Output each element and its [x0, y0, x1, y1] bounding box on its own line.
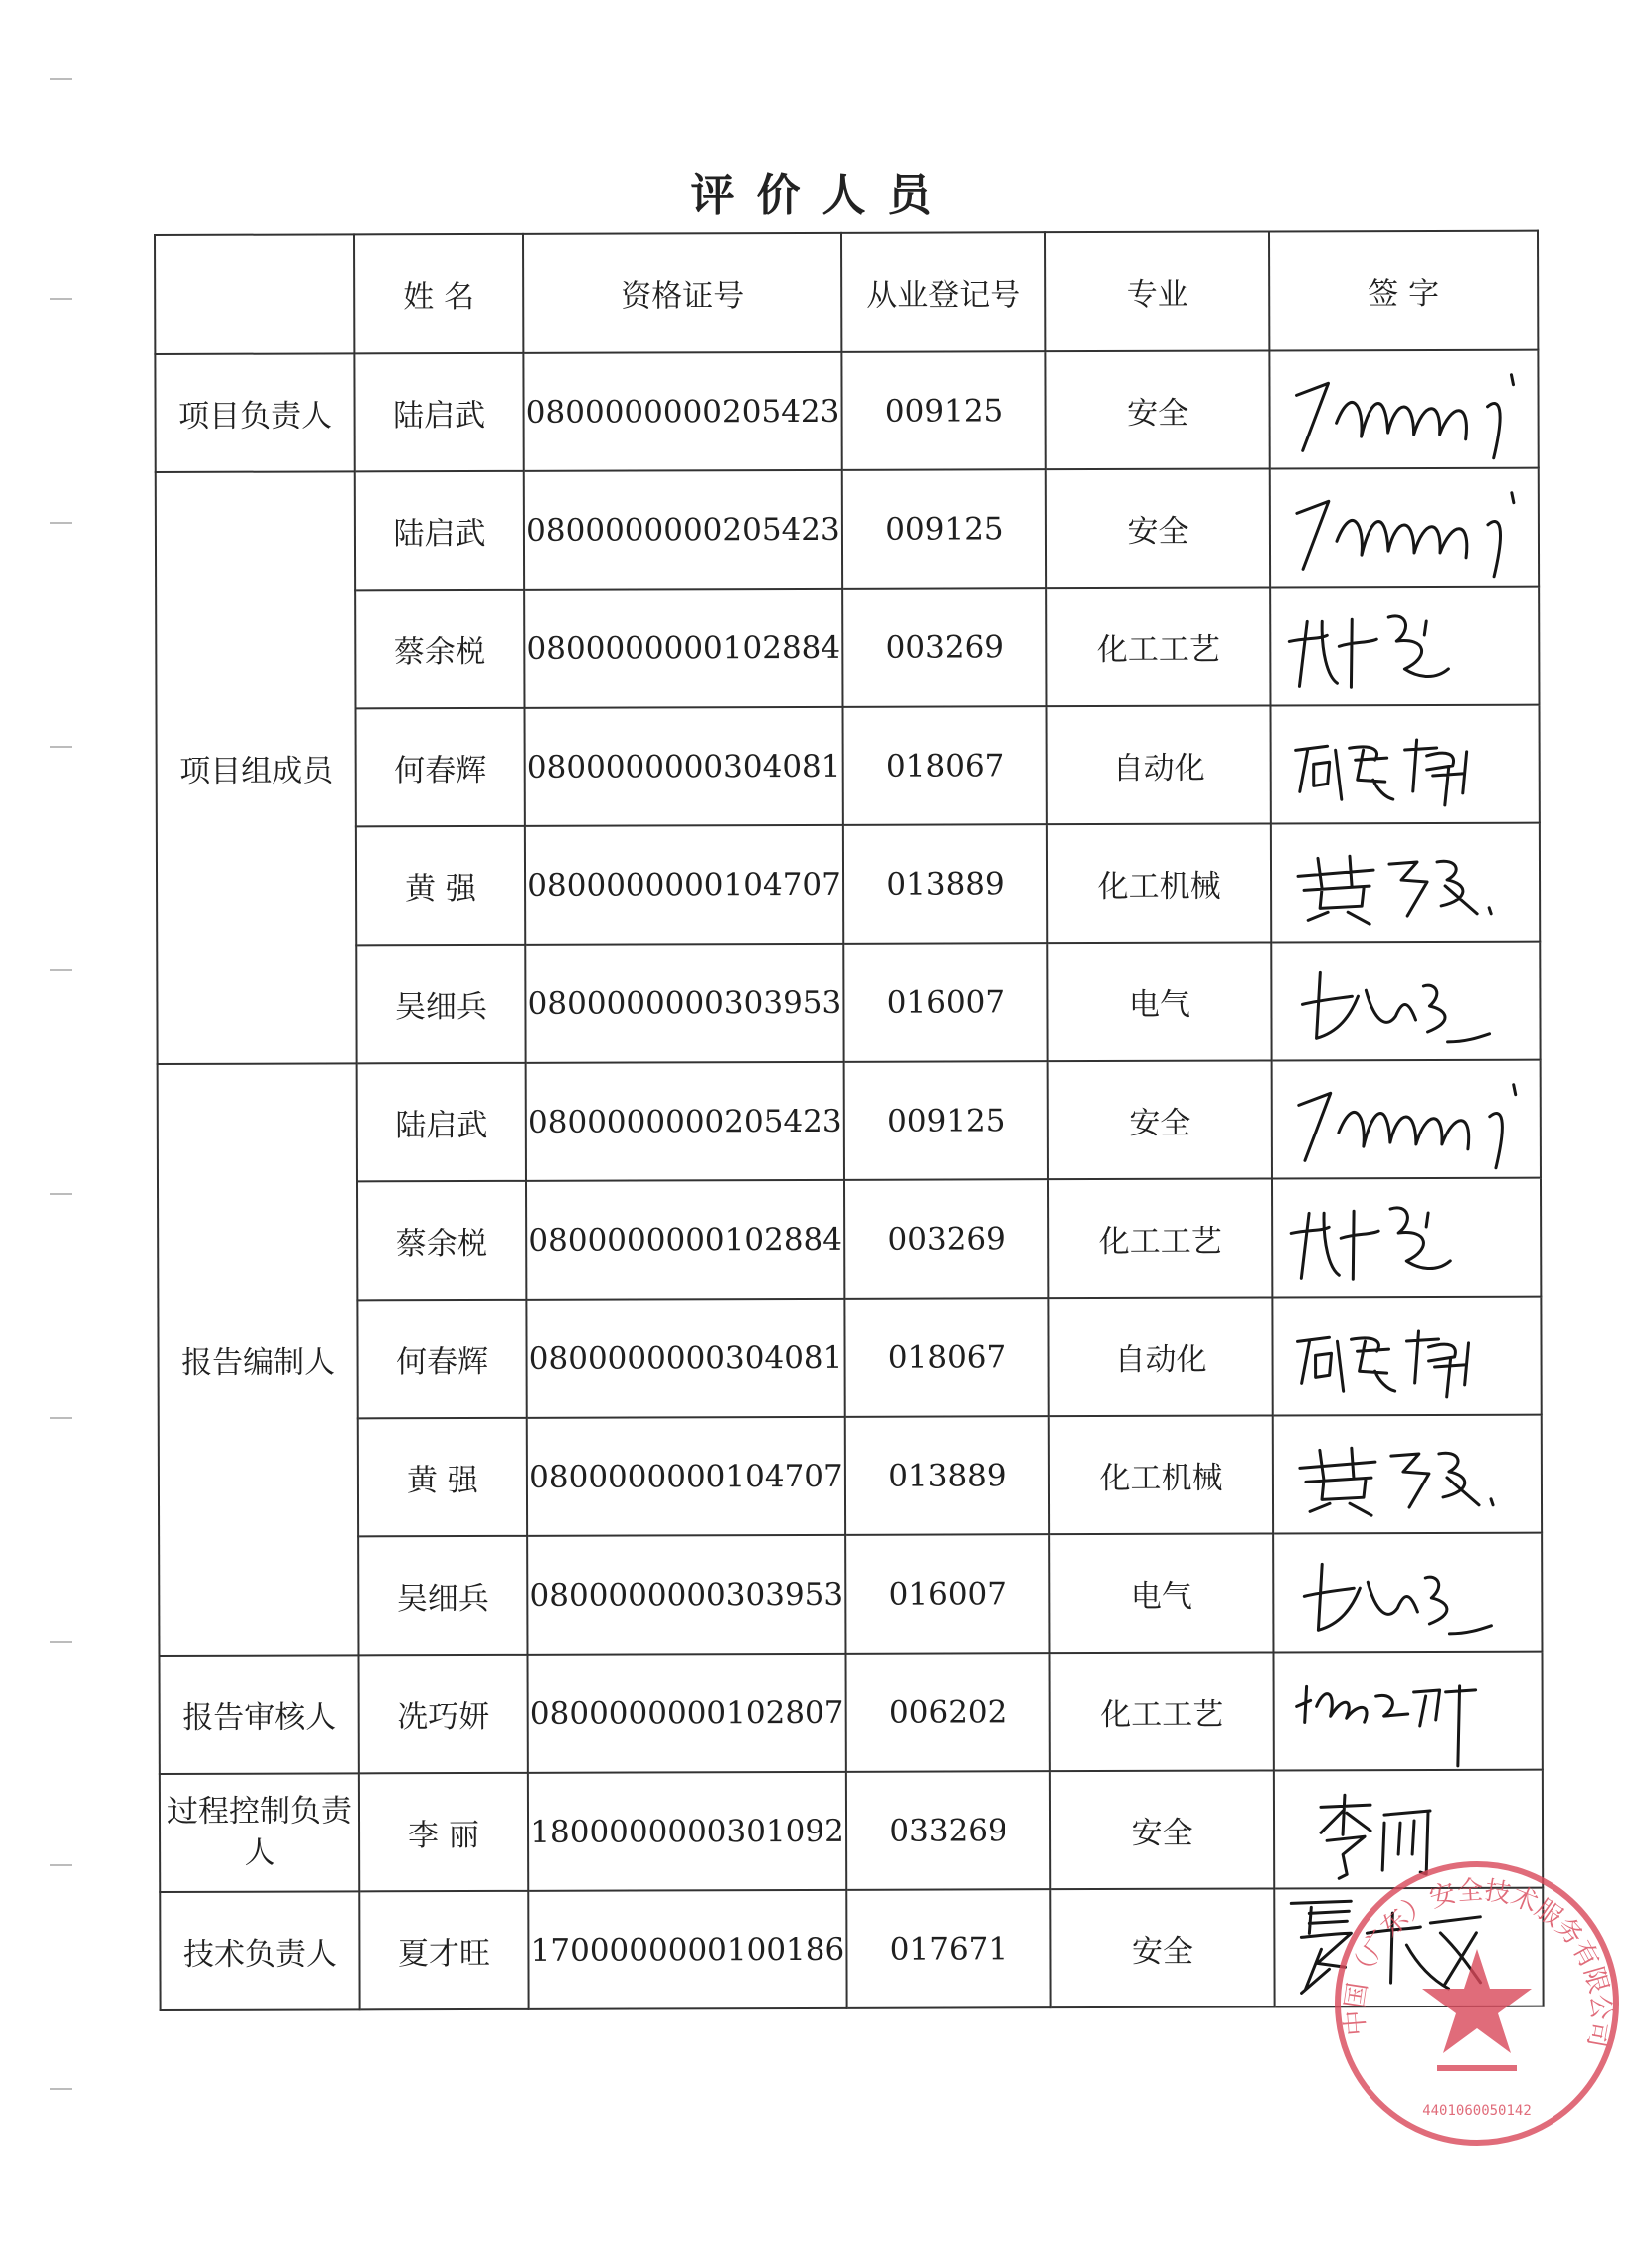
major: 电气 — [1047, 942, 1271, 1061]
header-role — [155, 234, 354, 354]
person-name: 陆启武 — [355, 471, 524, 591]
major: 电气 — [1049, 1533, 1273, 1653]
signature-cell — [1273, 1415, 1542, 1534]
person-name: 吴细兵 — [356, 945, 525, 1064]
cert-number: 0800000000102884 — [524, 589, 842, 708]
header-signature: 签 字 — [1269, 231, 1538, 351]
reg-number: 033269 — [846, 1771, 1050, 1890]
group-label: 过程控制负责人 — [160, 1773, 359, 1892]
header-cert-no: 资格证号 — [523, 233, 841, 353]
header-reg-no: 从业登记号 — [841, 232, 1045, 352]
cert-number: 0800000000304081 — [526, 1299, 844, 1418]
table-row — [159, 1415, 1542, 1537]
seal-text: 中国（广东）安全技术服务有限公司 — [1340, 1875, 1616, 2050]
signature — [1276, 355, 1530, 465]
company-seal — [1328, 1854, 1626, 2153]
major: 化工机械 — [1047, 823, 1271, 943]
table-row — [157, 705, 1540, 827]
cert-number: 0800000000205423 — [526, 1062, 844, 1181]
major: 安全 — [1050, 1770, 1274, 1889]
header-major: 专业 — [1045, 231, 1269, 351]
person-name: 夏才旺 — [359, 1891, 528, 2010]
reg-number: 009125 — [841, 351, 1045, 470]
cert-number: 0800000000102884 — [526, 1180, 844, 1300]
person-name: 蔡余棁 — [357, 1181, 526, 1301]
major: 安全 — [1048, 1060, 1272, 1179]
person-name: 李 丽 — [359, 1773, 528, 1892]
table-row — [159, 1533, 1542, 1656]
table-row — [158, 1297, 1541, 1419]
group-label: 项目负责人 — [155, 353, 354, 472]
table-row — [156, 587, 1539, 709]
seal-number: 4401060050142 — [1422, 2103, 1532, 2119]
cert-number: 0800000000205423 — [524, 470, 842, 590]
person-name: 吴细兵 — [358, 1536, 527, 1656]
person-name: 冼巧妍 — [358, 1655, 527, 1774]
group-label: 技术负责人 — [160, 1891, 359, 2010]
signature — [1279, 1302, 1533, 1412]
person-name: 黄 强 — [358, 1418, 527, 1537]
major: 化工工艺 — [1046, 587, 1270, 706]
signature-cell — [1269, 350, 1538, 469]
signature-cell — [1273, 1533, 1542, 1653]
reg-number: 013889 — [845, 1416, 1049, 1535]
person-name: 何春辉 — [356, 708, 525, 827]
signature — [1278, 710, 1532, 820]
reg-number: 003269 — [844, 1179, 1048, 1299]
signature-cell — [1272, 1297, 1541, 1416]
major: 安全 — [1046, 468, 1270, 588]
major: 化工机械 — [1049, 1415, 1273, 1534]
signature — [1277, 473, 1531, 584]
cert-number: 0800000000303953 — [525, 944, 843, 1063]
reg-number: 018067 — [842, 706, 1046, 825]
table-row — [157, 942, 1540, 1064]
signature — [1278, 828, 1532, 939]
cert-number: 0800000000304081 — [524, 707, 842, 826]
reg-number: 009125 — [842, 469, 1046, 589]
table-row — [156, 468, 1539, 591]
personnel-table — [154, 230, 1545, 2011]
person-name: 陆启武 — [357, 1063, 526, 1182]
cert-number: 0800000000104707 — [527, 1417, 845, 1536]
reg-number: 017671 — [846, 1889, 1050, 2008]
signature — [1277, 592, 1531, 702]
header-row — [155, 231, 1538, 354]
cert-number: 0800000000104707 — [525, 825, 843, 945]
signature-cell — [1271, 823, 1540, 943]
reg-number: 016007 — [843, 943, 1047, 1062]
seal-star-icon — [1422, 1949, 1532, 2053]
signature — [1281, 1657, 1535, 1767]
table-row — [159, 1652, 1542, 1774]
page-title: 评价人员 — [690, 170, 954, 221]
table-row — [155, 350, 1538, 472]
signature-cell — [1270, 468, 1539, 588]
group-label: 项目组成员 — [156, 471, 357, 1064]
signature — [1278, 947, 1532, 1057]
signature-cell — [1271, 942, 1540, 1061]
signature — [1280, 1538, 1534, 1649]
reg-number: 013889 — [843, 824, 1047, 944]
table-row — [158, 1178, 1541, 1301]
reg-number: 016007 — [845, 1534, 1049, 1654]
person-name: 陆启武 — [354, 353, 523, 472]
group-label: 报告编制人 — [158, 1063, 359, 1656]
signature — [1279, 1183, 1533, 1294]
person-name: 蔡余棁 — [355, 590, 524, 709]
cert-number: 0800000000303953 — [527, 1535, 845, 1655]
person-name: 黄 强 — [356, 826, 525, 946]
major: 自动化 — [1048, 1297, 1272, 1416]
reg-number: 006202 — [845, 1653, 1049, 1772]
cert-number: 0800000000205423 — [523, 352, 841, 471]
major: 化工工艺 — [1048, 1178, 1272, 1298]
seal-bar — [1437, 2065, 1517, 2071]
signature-cell — [1272, 1060, 1541, 1179]
group-label: 报告审核人 — [159, 1655, 358, 1774]
reg-number: 003269 — [842, 588, 1046, 707]
signature-cell — [1272, 1178, 1541, 1298]
reg-number: 018067 — [844, 1298, 1048, 1417]
person-name: 何春辉 — [357, 1300, 526, 1419]
binding-hole-marks — [50, 0, 74, 2268]
signature — [1280, 1420, 1534, 1530]
signature-cell — [1273, 1652, 1542, 1771]
table-row — [157, 823, 1540, 946]
cert-number: 1800000000301092 — [528, 1772, 846, 1891]
major: 自动化 — [1046, 705, 1270, 824]
cert-number: 1700000000100186 — [528, 1890, 846, 2009]
table-row — [158, 1060, 1541, 1182]
reg-number: 009125 — [844, 1061, 1048, 1180]
major: 安全 — [1050, 1888, 1274, 2007]
signature-cell — [1270, 705, 1539, 824]
major: 安全 — [1045, 350, 1269, 469]
signature — [1279, 1065, 1533, 1175]
cert-number: 0800000000102807 — [527, 1654, 845, 1773]
major: 化工工艺 — [1049, 1652, 1273, 1771]
header-name: 姓 名 — [354, 234, 523, 354]
signature-cell — [1270, 587, 1539, 706]
